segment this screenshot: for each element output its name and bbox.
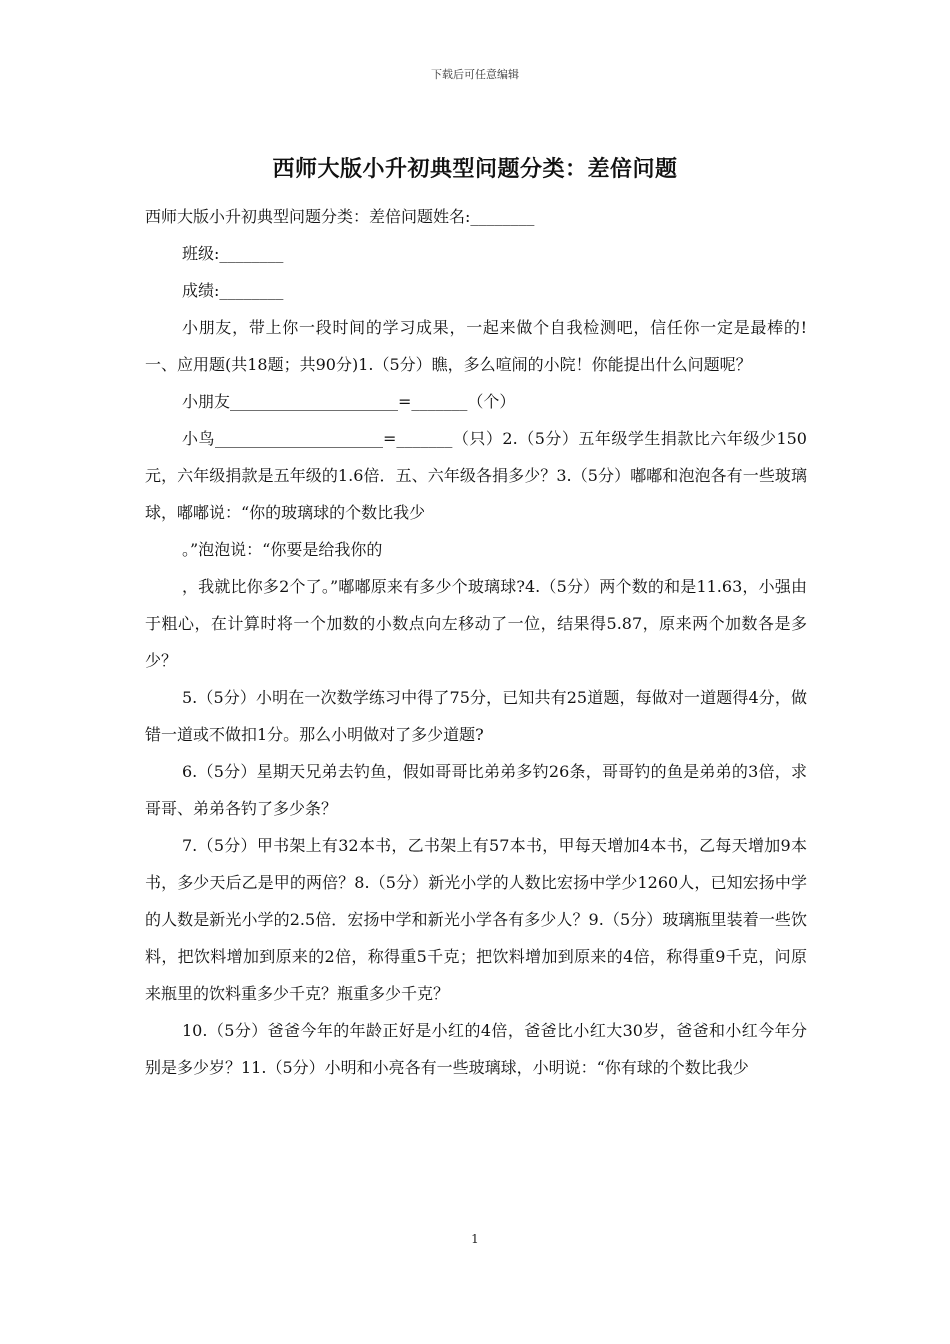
document-body [145,198,807,1086]
score-line: 成绩:________ [182,281,284,300]
class-line: 班级:________ [182,244,284,263]
question-1-answer-birds: 小鸟_____________________=_______（只）2.（5分）五年级学生捐款比六年级少150元，六年级捐款是五年级的1.6倍．五、六年级各捐多少？3.（5分）嘟嘟和泡泡各有一些玻璃球，嘟嘟说：“你的玻璃球的个数比我少 [145,429,807,522]
question-10-11: 10.（5分）爸爸今年的年龄正好是小红的4倍，爸爸比小红大30岁，爸爸和小红今年分别是多少岁？11.（5分）小明和小亮各有一些玻璃球，小明说：“你有球的个数比我少 [145,1021,807,1077]
intro-paragraph: 小朋友，带上你一段时间的学习成果，一起来做个自我检测吧，信任你一定是最棒的!一、应用题(共18题；共90分)1.（5分）瞧，多么喧闹的小院！你能提出什么问题呢？ [145,318,807,374]
question-3-fragment: 。”泡泡说：“你要是给我你的 [182,540,383,559]
page-number: 1 [471,1232,479,1246]
question-3-continued: ，我就比你多2个了。”嘟嘟原来有多少个玻璃球?4.（5分）两个数的和是11.63，小强由于粗心，在计算时将一个加数的小数点向左移动了一位，结果得5.87，原来两个加数各是多少？ [145,577,807,670]
header-note: 下载后可任意编辑 [431,68,519,81]
name-line: 西师大版小升初典型问题分类：差倍问题姓名:________ [145,207,535,226]
question-6: 6.（5分）星期天兄弟去钓鱼，假如哥哥比弟弟多钓26条，哥哥钓的鱼是弟弟的3倍，求哥哥、弟弟各钓了多少条？ [145,762,807,818]
question-7-8-9: 7.（5分）甲书架上有32本书，乙书架上有57本书，甲每天增加4本书，乙每天增加9本书，多少天后乙是甲的两倍？8.（5分）新光小学的人数比宏扬中学少1260人，已知宏扬中学的人数是新光小学的2.5倍．宏扬中学和新光小学各有多少人？9.（5分）玻璃瓶里装着一些饮料，把饮料增加到原来的2倍，称得重5千克；把饮料增加到原来的4倍，称得重9千克，问原来瓶里的饮料重多少千克？瓶重多少千克？ [145,836,807,1003]
question-1-answer-children: 小朋友_____________________=_______（个） [182,392,516,411]
document-title: 西师大版小升初典型问题分类：差倍问题 [272,157,678,182]
question-5: 5.（5分）小明在一次数学练习中得了75分，已知共有25道题，每做对一道题得4分，做错一道或不做扣1分。那么小明做对了多少道题? [145,688,807,744]
